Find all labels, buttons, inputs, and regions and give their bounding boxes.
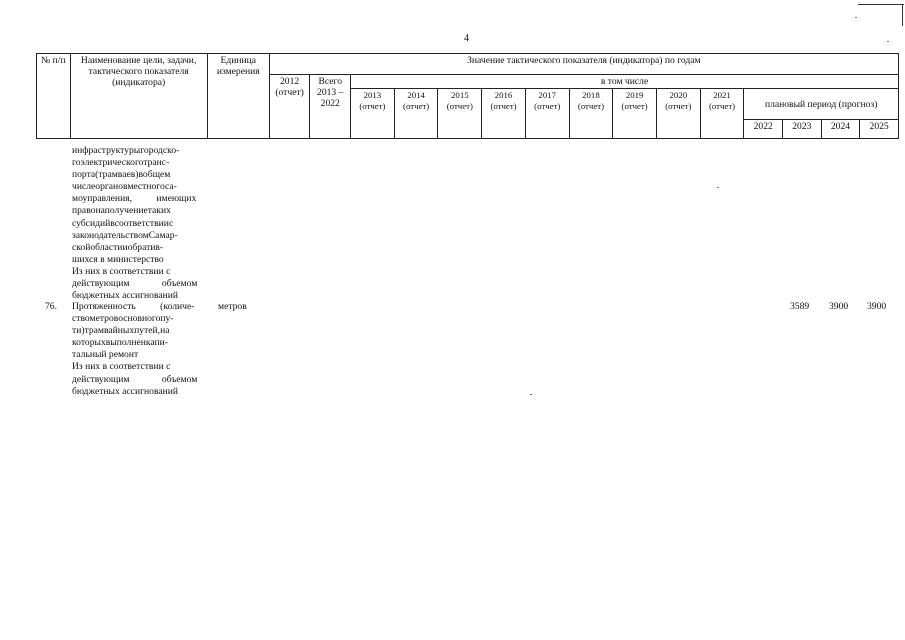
header-name: Наименование цели, задачи, тактического показателя (индикатора)	[70, 54, 207, 139]
text-line: Протяженность (количе-	[72, 301, 195, 312]
continuation-name	[72, 145, 203, 302]
page-number: 4	[464, 33, 469, 44]
text-line: бюджетных ассигнований	[72, 290, 179, 302]
text-line: которыхвыполненкапи-	[72, 337, 168, 349]
value-2024: 3900	[829, 301, 849, 312]
header-2012: 2012 (отчет)	[269, 75, 310, 139]
header-planned-2022: 2022	[744, 120, 783, 139]
text-line: шихся в министерство	[72, 253, 164, 265]
text-line: моуправления, имеющих	[72, 193, 197, 205]
scan-speck	[530, 394, 532, 395]
scan-speck	[887, 41, 889, 42]
text-line: скойобластииобратив-	[72, 241, 164, 253]
header-total: Всего 2013 – 2022	[310, 75, 351, 139]
header-planned-2024: 2024	[821, 120, 860, 139]
row-name	[72, 301, 203, 398]
text-line: субсидийвсоответствиис	[72, 217, 174, 229]
header-planned-2023: 2023	[783, 120, 822, 139]
header-unit: Единица измерения	[207, 54, 269, 139]
header-number: № п/п	[37, 54, 71, 139]
row-unit: метров	[218, 301, 247, 312]
value-2025: 3900	[867, 301, 887, 312]
header-year-2021: 2021 (отчет)	[700, 89, 744, 139]
row-number: 76.	[45, 301, 57, 312]
text-line: правонаполучениетаких	[72, 205, 171, 217]
header-planned-2025: 2025	[860, 120, 899, 139]
corner-mark-line	[858, 4, 904, 5]
text-line: бюджетных ассигнований	[72, 385, 179, 397]
indicator-table-header	[36, 53, 899, 139]
header-year-2016: 2016 (отчет)	[482, 89, 526, 139]
text-line: законодательствомСамар-	[72, 229, 178, 241]
text-line: тальный ремонт	[72, 349, 139, 361]
header-year-2020: 2020 (отчет)	[656, 89, 700, 139]
header-planned-period: плановый период (прогноз)	[744, 89, 899, 120]
header-including: в том числе	[351, 75, 899, 89]
header-values: Значение тактического показателя (индикатора) по годам	[269, 54, 898, 75]
text-line: ствометровосновногопу-	[72, 313, 174, 325]
header-year-2013: 2013 (отчет)	[351, 89, 395, 139]
header-year-2019: 2019 (отчет)	[613, 89, 657, 139]
header-year-2015: 2015 (отчет)	[438, 89, 482, 139]
corner-mark-line	[902, 4, 903, 26]
text-line: Из них в соответствии с	[72, 265, 171, 277]
text-line: числеоргановместногоса-	[72, 181, 177, 193]
text-line: действующим объемом	[72, 278, 198, 290]
text-line: Из них в соответствии с	[72, 361, 171, 373]
scan-speck	[855, 17, 857, 18]
header-year-2017: 2017 (отчет)	[525, 89, 569, 139]
scan-speck	[717, 187, 719, 188]
text-line: порта(трамваев)вобщем	[72, 169, 171, 181]
header-year-2014: 2014 (отчет)	[394, 89, 438, 139]
value-2023: 3589	[790, 301, 810, 312]
header-year-2018: 2018 (отчет)	[569, 89, 613, 139]
text-line: действующим объемом	[72, 373, 198, 385]
text-line: ти)трамвайныхпутей,на	[72, 325, 170, 337]
text-line: инфраструктурыгородско-	[72, 145, 180, 156]
text-line: гоэлектрическоготранс-	[72, 157, 170, 169]
